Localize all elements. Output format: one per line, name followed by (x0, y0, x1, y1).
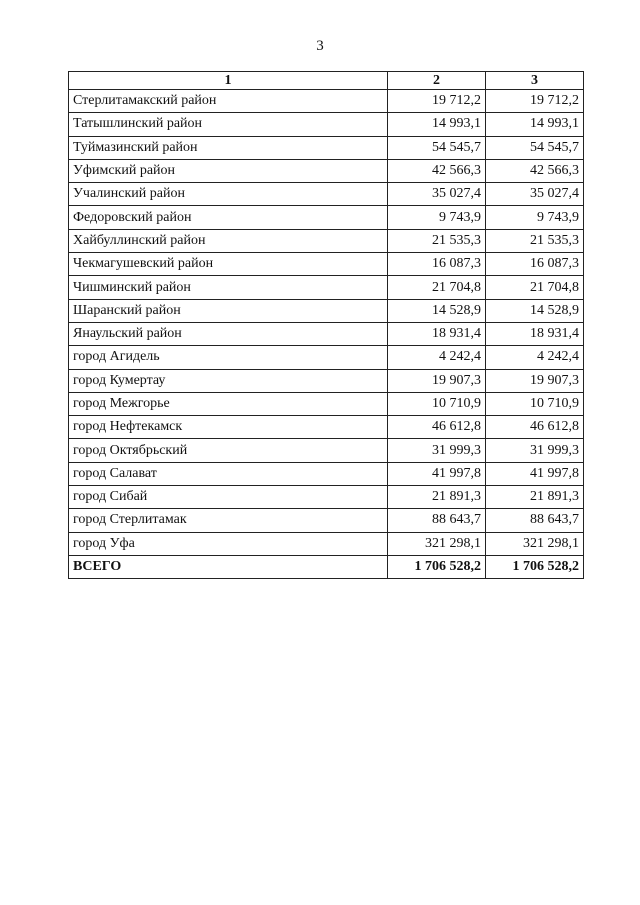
row-col3-cell: 35 027,4 (486, 183, 584, 206)
row-col3-cell: 31 999,3 (486, 439, 584, 462)
row-name-cell: Янаульский район (69, 322, 388, 345)
row-col2-cell: 19 907,3 (388, 369, 486, 392)
row-name-cell: Учалинский район (69, 183, 388, 206)
row-col3-cell: 21 535,3 (486, 229, 584, 252)
row-name-cell: город Октябрьский (69, 439, 388, 462)
row-name-cell: город Кумертау (69, 369, 388, 392)
total-col3-cell: 1 706 528,2 (486, 555, 584, 578)
table-row (69, 183, 584, 206)
total-col2-cell: 1 706 528,2 (388, 555, 486, 578)
table-row (69, 439, 584, 462)
row-col2-cell: 14 528,9 (388, 299, 486, 322)
total-label-cell: ВСЕГО (69, 555, 388, 578)
row-col3-cell: 4 242,4 (486, 346, 584, 369)
table-row (69, 276, 584, 299)
row-col2-cell: 321 298,1 (388, 532, 486, 555)
row-name-cell: Чекмагушевский район (69, 253, 388, 276)
row-col3-cell: 88 643,7 (486, 509, 584, 532)
table-row (69, 369, 584, 392)
row-col2-cell: 18 931,4 (388, 322, 486, 345)
row-name-cell: город Сибай (69, 486, 388, 509)
row-col2-cell: 19 712,2 (388, 90, 486, 113)
header-col-3: 3 (486, 72, 584, 90)
row-col3-cell: 42 566,3 (486, 159, 584, 182)
row-col2-cell: 41 997,8 (388, 462, 486, 485)
row-col2-cell: 35 027,4 (388, 183, 486, 206)
table-row (69, 113, 584, 136)
table-row (69, 229, 584, 252)
row-col3-cell: 321 298,1 (486, 532, 584, 555)
row-col3-cell: 10 710,9 (486, 392, 584, 415)
row-col2-cell: 46 612,8 (388, 416, 486, 439)
row-col3-cell: 41 997,8 (486, 462, 584, 485)
page-number: 3 (316, 38, 324, 54)
row-name-cell: город Нефтекамск (69, 416, 388, 439)
header-row (69, 72, 584, 90)
row-col3-cell: 54 545,7 (486, 136, 584, 159)
table-row (69, 136, 584, 159)
row-col2-cell: 21 704,8 (388, 276, 486, 299)
row-name-cell: Федоровский район (69, 206, 388, 229)
row-col2-cell: 31 999,3 (388, 439, 486, 462)
row-col2-cell: 21 535,3 (388, 229, 486, 252)
row-col2-cell: 42 566,3 (388, 159, 486, 182)
table-row (69, 346, 584, 369)
table-row (69, 322, 584, 345)
row-name-cell: Шаранский район (69, 299, 388, 322)
row-col2-cell: 88 643,7 (388, 509, 486, 532)
row-col2-cell: 54 545,7 (388, 136, 486, 159)
table-row (69, 509, 584, 532)
row-name-cell: Стерлитамакский район (69, 90, 388, 113)
table-row (69, 206, 584, 229)
row-col2-cell: 4 242,4 (388, 346, 486, 369)
table-row (69, 462, 584, 485)
row-name-cell: город Стерлитамак (69, 509, 388, 532)
row-col3-cell: 19 907,3 (486, 369, 584, 392)
row-col2-cell: 21 891,3 (388, 486, 486, 509)
row-col2-cell: 10 710,9 (388, 392, 486, 415)
row-col3-cell: 16 087,3 (486, 253, 584, 276)
row-name-cell: город Межгорье (69, 392, 388, 415)
row-name-cell: Уфимский район (69, 159, 388, 182)
row-col2-cell: 16 087,3 (388, 253, 486, 276)
row-col3-cell: 46 612,8 (486, 416, 584, 439)
row-col2-cell: 14 993,1 (388, 113, 486, 136)
table-header (69, 72, 584, 90)
row-col3-cell: 9 743,9 (486, 206, 584, 229)
row-col3-cell: 18 931,4 (486, 322, 584, 345)
row-name-cell: Туймазинский район (69, 136, 388, 159)
header-col-1: 1 (69, 72, 388, 90)
row-col3-cell: 14 993,1 (486, 113, 584, 136)
row-col3-cell: 21 704,8 (486, 276, 584, 299)
budget-table (68, 71, 584, 579)
table-row (69, 159, 584, 182)
row-name-cell: Татышлинский район (69, 113, 388, 136)
table-row (69, 253, 584, 276)
table-row (69, 532, 584, 555)
table-row (69, 299, 584, 322)
row-col3-cell: 19 712,2 (486, 90, 584, 113)
table-body (69, 90, 584, 579)
table-row (69, 416, 584, 439)
row-name-cell: город Уфа (69, 532, 388, 555)
table-row (69, 392, 584, 415)
table-row (69, 486, 584, 509)
row-name-cell: Чишминский район (69, 276, 388, 299)
row-col3-cell: 21 891,3 (486, 486, 584, 509)
header-col-2: 2 (388, 72, 486, 90)
row-name-cell: город Салават (69, 462, 388, 485)
row-name-cell: Хайбуллинский район (69, 229, 388, 252)
total-row (69, 555, 584, 578)
row-name-cell: город Агидель (69, 346, 388, 369)
table-row (69, 90, 584, 113)
row-col2-cell: 9 743,9 (388, 206, 486, 229)
row-col3-cell: 14 528,9 (486, 299, 584, 322)
